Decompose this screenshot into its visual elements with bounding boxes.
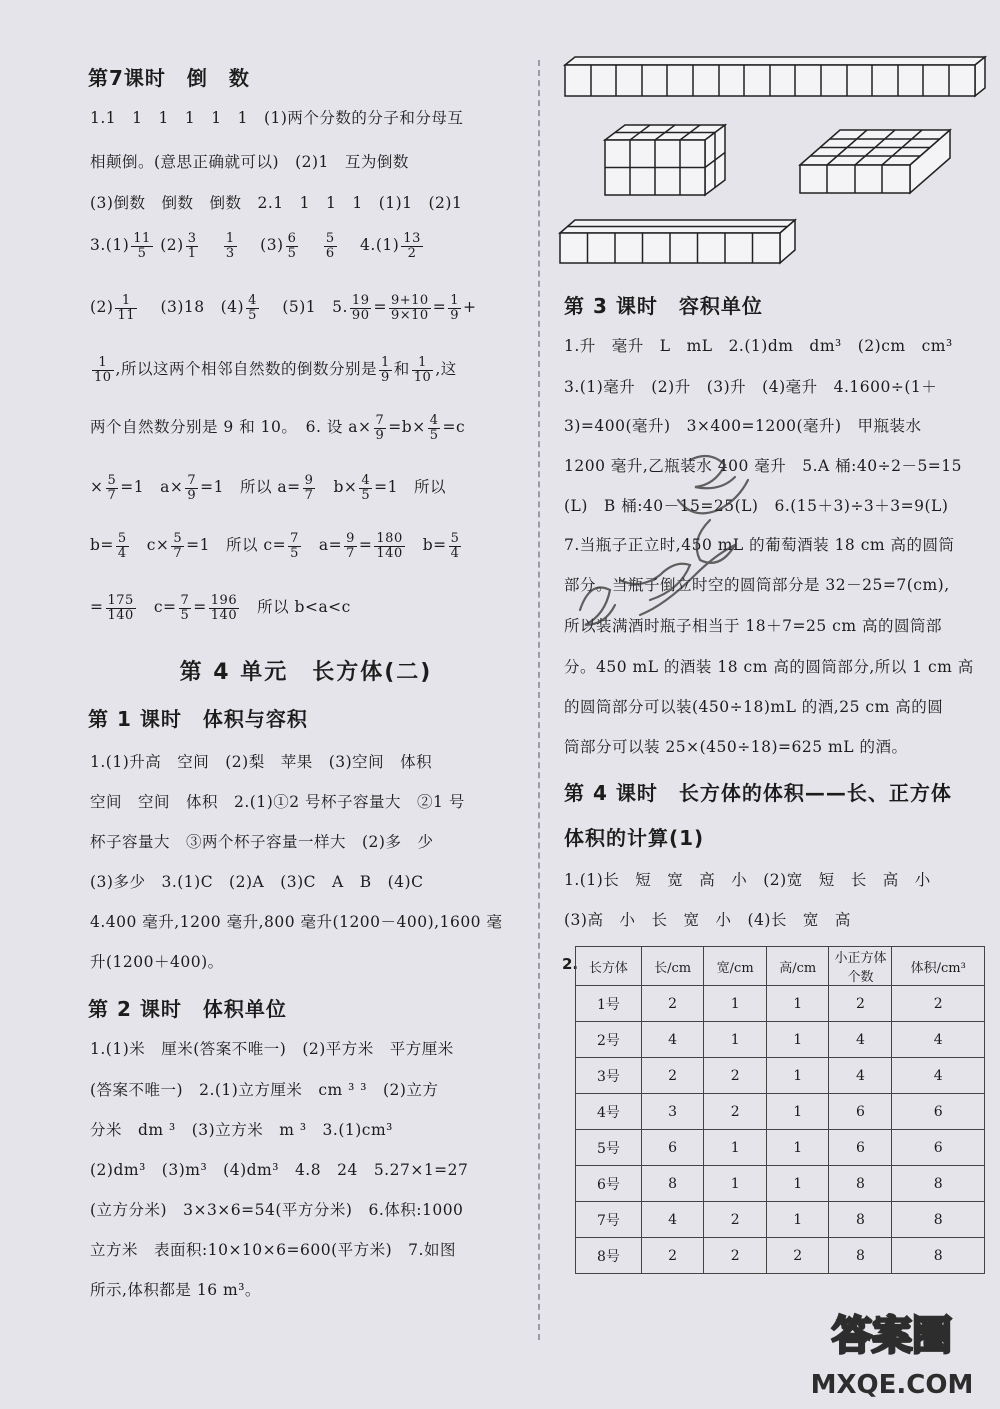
table-cell: 2 xyxy=(892,986,985,1022)
l3-line-4: 1200 毫升,乙瓶装水 400 毫升 5.A 桶:40÷2－5=15 xyxy=(564,457,963,475)
l3-line-2: 3.(1)毫升 (2)升 (3)升 (4)毫升 4.1600÷(1＋ xyxy=(564,378,938,396)
fraction: $\frac{175}{140}$ xyxy=(107,593,134,623)
fraction: $\frac{7}{5}$ xyxy=(290,531,299,561)
l1-line-4: (3)多少 3.(1)C (2)A (3)C A B (4)C xyxy=(90,873,424,891)
l1-line-6: 升(1200＋400)。 xyxy=(90,953,224,971)
table-body xyxy=(576,986,985,1274)
table-cell-label: 5号 xyxy=(576,1130,642,1166)
l3-line-11: 筒部分可以装 25×(450÷18)=625 mL 的酒。 xyxy=(564,738,908,756)
table-cell: 2 xyxy=(704,1238,767,1274)
lesson4-title-line1: 第 4 课时 长方体的体积——长、正方体 xyxy=(564,781,952,805)
table-cell: 2 xyxy=(641,1058,704,1094)
table-cell: 8 xyxy=(892,1166,985,1202)
fraction: $\frac{9}{7}$ xyxy=(346,531,355,561)
table-cell: 2 xyxy=(766,1238,829,1274)
cube-figures xyxy=(555,55,995,270)
table-row xyxy=(576,1022,985,1058)
l4-line-2: (3)高 小 长 宽 小 (4)长 宽 高 xyxy=(564,911,851,929)
table-cell: 4 xyxy=(641,1022,704,1058)
table-cell: 2 xyxy=(704,1094,767,1130)
fraction: $\frac{4}{5}$ xyxy=(248,293,257,323)
table-row xyxy=(576,1202,985,1238)
cuboid-table xyxy=(575,946,985,1274)
th-length: 长/cm xyxy=(641,947,704,986)
table-row xyxy=(576,1130,985,1166)
fraction: $\frac{5}{7}$ xyxy=(107,473,117,503)
lesson1-title: 第 1 课时 体积与容积 xyxy=(88,707,308,731)
th-cuboid: 长方体 xyxy=(576,947,642,986)
table-row xyxy=(576,1058,985,1094)
fraction: $\frac{5}{7}$ xyxy=(173,531,183,561)
table-cell: 6 xyxy=(829,1130,892,1166)
th-height: 高/cm xyxy=(766,947,829,986)
table-row xyxy=(576,1238,985,1274)
l3-line-5: (L) B 桶:40－15=25(L) 6.(15＋3)÷3＋3=9(L) xyxy=(564,497,949,515)
table-row xyxy=(576,986,985,1022)
lesson7-title: 第7课时 倒 数 xyxy=(88,66,250,90)
l3-line-6: 7.当瓶子正立时,450 mL 的葡萄酒装 18 cm 高的圆筒 xyxy=(564,536,955,554)
table-cell: 2 xyxy=(704,1058,767,1094)
l7-line-2: 相颠倒。(意思正确就可以) (2)1 互为倒数 xyxy=(90,153,409,171)
fraction: $\frac{1}{11}$ xyxy=(117,293,136,323)
l3-line-1: 1.升 毫升 L mL 2.(1)dm dm³ (2)cm cm³ xyxy=(564,337,953,355)
fraction: $\frac{7}{9}$ xyxy=(187,473,197,503)
handwritten-watermark xyxy=(560,440,780,680)
l7-line-4: 3.(1) $\frac{11}{5}$ (2) $\frac{3}{1}$ $\frac{1}{3}$ (3) $\frac{6}{5}$ $\frac{5}{6}$ 4.(1) $\frac{13}{2}$ xyxy=(90,231,421,261)
fraction: $\frac{7}{9}$ xyxy=(375,413,385,443)
table-cell: 1 xyxy=(766,1094,829,1130)
table-cell: 8 xyxy=(892,1202,985,1238)
table-cell: 8 xyxy=(829,1166,892,1202)
table-cell: 6 xyxy=(641,1130,704,1166)
l7-line-7: 两个自然数分别是 9 和 10。 6. 设 a× $\frac{7}{9}$ =b× $\frac{4}{5}$ =c xyxy=(90,413,466,443)
table-cell: 2 xyxy=(641,986,704,1022)
table-cell: 4 xyxy=(829,1022,892,1058)
table-row xyxy=(576,1166,985,1202)
table-cell-label: 8号 xyxy=(576,1238,642,1274)
fraction: $\frac{180}{140}$ xyxy=(376,531,403,561)
th-cube-count: 小正方体个数 xyxy=(829,947,892,986)
logo-url: MXQE.COM xyxy=(810,1370,974,1400)
fraction: $\frac{1}{10}$ xyxy=(413,355,432,385)
l2-line-4: (2)dm³ (3)m³ (4)dm³ 4.8 24 5.27×1=27 xyxy=(90,1161,469,1179)
th-width: 宽/cm xyxy=(704,947,767,986)
unit4-title: 第 4 单元 长方体(二) xyxy=(179,660,433,685)
l7-line-1: 1.1 1 1 1 1 1 (1)两个分数的分子和分母互 xyxy=(90,109,464,127)
lesson4-title-line2: 体积的计算(1) xyxy=(564,826,705,850)
l2-line-7: 所示,体积都是 16 m³。 xyxy=(90,1281,261,1299)
fraction: $\frac{1}{10}$ xyxy=(94,355,112,385)
lesson3-title: 第 3 课时 容积单位 xyxy=(564,294,763,318)
l7-line-6: $\frac{1}{10}$ ,所以这两个相邻自然数的倒数分别是 $\frac{1}{9}$ 和 $\frac{1}{10}$ ,这 xyxy=(94,355,457,385)
table-cell-label: 1号 xyxy=(576,986,642,1022)
table-cell: 4 xyxy=(829,1058,892,1094)
fraction: $\frac{6}{5}$ xyxy=(287,231,297,261)
l2-line-5: (立方分米) 3×3×6=54(平方分米) 6.体积:1000 xyxy=(90,1201,464,1219)
fraction: $\frac{5}{4}$ xyxy=(450,531,460,561)
table-cell: 4 xyxy=(892,1058,985,1094)
l2-line-6: 立方米 表面积:10×10×6=600(平方米) 7.如图 xyxy=(90,1241,456,1259)
fraction: $\frac{13}{2}$ xyxy=(403,231,421,261)
table-cell: 1 xyxy=(766,1058,829,1094)
cube-block-bottom xyxy=(560,220,795,263)
l3-line-9: 分。450 mL 的酒装 18 cm 高的圆筒部分,所以 1 cm 高 xyxy=(564,658,974,676)
q3-prefix: 3.(1) xyxy=(90,236,130,255)
table-cell-label: 6号 xyxy=(576,1166,642,1202)
table-header-row xyxy=(576,947,985,986)
table-cell: 8 xyxy=(892,1238,985,1274)
column-divider xyxy=(538,60,540,1340)
l7-line-3: (3)倒数 倒数 倒数 2.1 1 1 1 (1)1 (2)1 xyxy=(90,194,463,212)
l3-line-7: 部分。当瓶子倒立时空的圆筒部分是 32－25=7(cm), xyxy=(564,576,950,594)
lesson2-title: 第 2 课时 体积单位 xyxy=(88,997,287,1021)
fraction: $\frac{4}{5}$ xyxy=(361,473,371,503)
cube-block-right xyxy=(800,130,950,193)
table-cell: 1 xyxy=(766,1166,829,1202)
fraction: $\frac{9+10}{9\times 10}$ xyxy=(390,293,429,323)
l7-line-9: b= $\frac{5}{4}$ c× $\frac{5}{7}$ =1 所以 c= $\frac{7}{5}$ a= $\frac{9}{7}$ = $\frac{180}{140}$ b= $\frac{5}{4}$ xyxy=(90,531,460,561)
logo-text: 答案圈 xyxy=(832,1313,952,1359)
l2-line-3: 分米 dm ³ (3)立方米 m ³ 3.(1)cm³ xyxy=(90,1121,393,1139)
table-cell: 2 xyxy=(641,1238,704,1274)
question-2-label: 2. xyxy=(562,955,579,973)
table-cell: 8 xyxy=(829,1238,892,1274)
table-cell: 6 xyxy=(892,1130,985,1166)
fraction: $\frac{5}{6}$ xyxy=(325,231,335,261)
table-cell: 1 xyxy=(766,1022,829,1058)
fraction: $\frac{1}{9}$ xyxy=(380,355,390,385)
table-cell: 1 xyxy=(704,986,767,1022)
table-cell-label: 3号 xyxy=(576,1058,642,1094)
table-cell-label: 7号 xyxy=(576,1202,642,1238)
l3-line-3: 3)=400(毫升) 3×400=1200(毫升) 甲瓶装水 xyxy=(564,417,922,435)
l2-line-1: 1.(1)米 厘米(答案不唯一) (2)平方米 平方厘米 xyxy=(90,1040,454,1058)
table-cell: 4 xyxy=(892,1022,985,1058)
fraction: $\frac{196}{140}$ xyxy=(210,593,238,623)
l3-line-8: 所以装满酒时瓶子相当于 18＋7=25 cm 高的圆筒部 xyxy=(564,617,942,635)
table-cell: 1 xyxy=(766,1202,829,1238)
fraction: $\frac{4}{5}$ xyxy=(429,413,439,443)
l2-line-2: (答案不唯一) 2.(1)立方厘米 cm ³ ³ (2)立方 xyxy=(90,1081,439,1099)
l1-line-3: 杯子容量大 ③两个杯子容量一样大 (2)多 少 xyxy=(90,833,434,851)
table-cell: 8 xyxy=(829,1202,892,1238)
l4-line-1: 1.(1)长 短 宽 高 小 (2)宽 短 长 高 小 xyxy=(564,871,931,889)
table-cell: 4 xyxy=(641,1202,704,1238)
table-cell: 1 xyxy=(704,1166,767,1202)
fraction: $\frac{7}{5}$ xyxy=(180,593,190,623)
table-cell: 1 xyxy=(766,986,829,1022)
l7-line-10: = $\frac{175}{140}$ c= $\frac{7}{5}$ = $\frac{196}{140}$ 所以 b<a<c xyxy=(90,593,351,623)
l7-line-8: × $\frac{5}{7}$ =1 a× $\frac{7}{9}$ =1 所以 a= $\frac{9}{7}$ b× $\frac{4}{5}$ =1 所以 xyxy=(90,473,446,503)
l7-line-5: (2) $\frac{1}{11}$ (3)18 (4) $\frac{4}{5}$ (5)1 5. $\frac{19}{90}$ = $\frac{9+10}{9\times 10}$ = $\frac{1}{9}$ + xyxy=(90,293,477,323)
table-cell: 2 xyxy=(704,1202,767,1238)
l1-line-2: 空间 空间 体积 2.(1)①2 号杯子容量大 ②1 号 xyxy=(90,793,465,811)
table-cell: 8 xyxy=(641,1166,704,1202)
table-cell: 6 xyxy=(892,1094,985,1130)
table-row xyxy=(576,1094,985,1130)
table-cell-label: 4号 xyxy=(576,1094,642,1130)
fraction: $\frac{3}{1}$ xyxy=(187,231,197,261)
fraction: $\frac{19}{90}$ xyxy=(351,293,370,323)
fraction: $\frac{1}{3}$ xyxy=(225,231,235,261)
table-cell-label: 2号 xyxy=(576,1022,642,1058)
fraction: $\frac{5}{4}$ xyxy=(117,531,127,561)
cube-block-left xyxy=(605,125,725,195)
table-cell: 3 xyxy=(641,1094,704,1130)
l3-line-10: 的圆筒部分可以装(450÷18)mL 的酒,25 cm 高的圆 xyxy=(564,698,944,716)
fraction: $\frac{11}{5}$ xyxy=(133,231,151,261)
fraction: $\frac{9}{7}$ xyxy=(304,473,314,503)
site-logo xyxy=(792,1301,992,1401)
l1-line-5: 4.400 毫升,1200 毫升,800 毫升(1200－400),1600 毫 xyxy=(90,913,503,931)
table-cell: 1 xyxy=(704,1022,767,1058)
l1-line-1: 1.(1)升高 空间 (2)梨 苹果 (3)空间 体积 xyxy=(90,753,433,771)
fraction: $\frac{1}{9}$ xyxy=(450,293,459,323)
cube-row-16 xyxy=(565,57,985,96)
table-cell: 1 xyxy=(766,1130,829,1166)
th-volume: 体积/cm³ xyxy=(892,947,985,986)
table-cell: 6 xyxy=(829,1094,892,1130)
table-cell: 2 xyxy=(829,986,892,1022)
table-cell: 1 xyxy=(704,1130,767,1166)
